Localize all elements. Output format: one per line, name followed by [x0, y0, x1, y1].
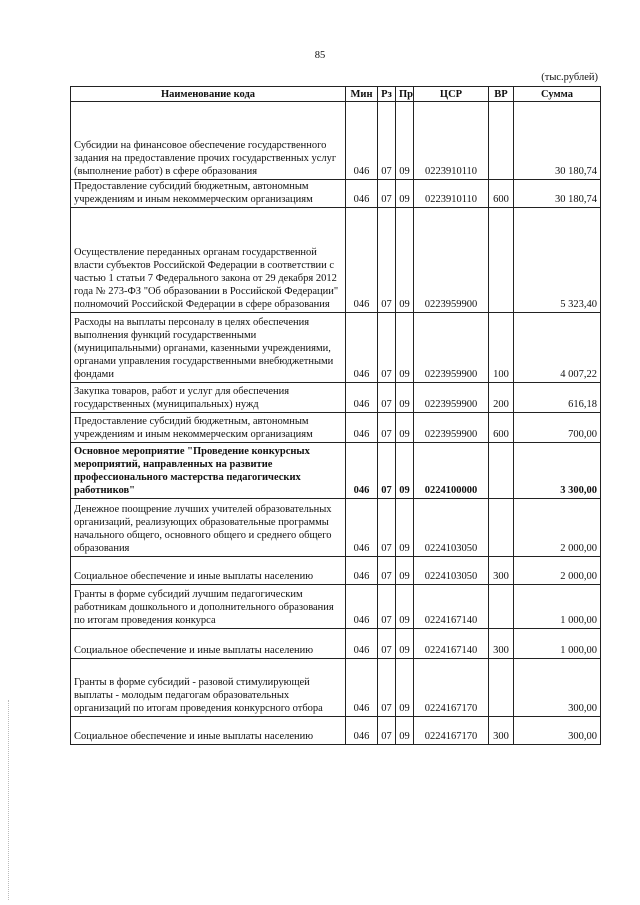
row-pr: 09: [396, 313, 414, 383]
row-pr: 09: [396, 717, 414, 745]
row-csr: 0223910110: [414, 102, 489, 180]
row-name: Осуществление переданных органам государственной власти субъектов Российской Федерации в соответствии с частью 1 статьи 7 Федерального закона от 29 декабря 2012 года № 273-ФЗ "Об образовании в Российской Федерации" полномочий Российской Федерации в сфере образования: [71, 208, 346, 313]
header-sum: Сумма: [514, 87, 601, 102]
row-csr: 0224167170: [414, 717, 489, 745]
row-csr: 0223959900: [414, 208, 489, 313]
row-rz: 07: [378, 557, 396, 585]
scan-edge-mark: [8, 700, 10, 900]
row-sum: 3 300,00: [514, 443, 601, 499]
header-rz: Рз: [378, 87, 396, 102]
row-min: 046: [346, 659, 378, 717]
table-row: [71, 629, 601, 659]
header-pr: Пр: [396, 87, 414, 102]
row-rz: 07: [378, 180, 396, 208]
row-csr: 0224167170: [414, 659, 489, 717]
row-csr: 0224100000: [414, 443, 489, 499]
row-min: 046: [346, 313, 378, 383]
row-sum: 616,18: [514, 383, 601, 413]
row-name: Предоставление субсидий бюджетным, автономным учреждениям и иным некоммерческим организациям: [71, 413, 346, 443]
row-pr: 09: [396, 659, 414, 717]
header-vr: ВР: [489, 87, 514, 102]
table-row: [71, 557, 601, 585]
row-pr: 09: [396, 180, 414, 208]
row-vr: [489, 102, 514, 180]
row-rz: 07: [378, 717, 396, 745]
table-row: [71, 102, 601, 180]
header-name: Наименование кода: [71, 87, 346, 102]
table-row: [71, 585, 601, 629]
row-pr: 09: [396, 102, 414, 180]
table-row: [71, 180, 601, 208]
row-pr: 09: [396, 557, 414, 585]
row-sum: 1 000,00: [514, 629, 601, 659]
row-csr: 0223959900: [414, 413, 489, 443]
row-min: 046: [346, 629, 378, 659]
row-rz: 07: [378, 383, 396, 413]
row-vr: 300: [489, 629, 514, 659]
row-min: 046: [346, 413, 378, 443]
row-sum: 30 180,74: [514, 102, 601, 180]
row-pr: 09: [396, 629, 414, 659]
row-rz: 07: [378, 102, 396, 180]
row-csr: 0223910110: [414, 180, 489, 208]
row-pr: 09: [396, 585, 414, 629]
row-pr: 09: [396, 443, 414, 499]
row-min: 046: [346, 180, 378, 208]
row-rz: 07: [378, 443, 396, 499]
row-sum: 1 000,00: [514, 585, 601, 629]
row-name: Гранты в форме субсидий - разовой стимулирующей выплаты - молодым педагогам образовательных организаций по итогам проведения конкурсного отбора: [71, 659, 346, 717]
row-csr: 0223959900: [414, 383, 489, 413]
row-csr: 0223959900: [414, 313, 489, 383]
row-rz: 07: [378, 659, 396, 717]
row-min: 046: [346, 208, 378, 313]
row-rz: 07: [378, 629, 396, 659]
row-name: Закупка товаров, работ и услуг для обеспечения государственных (муниципальных) нужд: [71, 383, 346, 413]
budget-table: [70, 86, 601, 745]
row-sum: 4 007,22: [514, 313, 601, 383]
row-min: 046: [346, 383, 378, 413]
row-rz: 07: [378, 585, 396, 629]
row-min: 046: [346, 443, 378, 499]
page-number: 85: [314, 50, 326, 61]
row-vr: 600: [489, 413, 514, 443]
units-label: (тыс.рублей): [541, 72, 598, 83]
table-row: [71, 443, 601, 499]
row-name: Расходы на выплаты персоналу в целях обеспечения выполнения функций государственными (муниципальными) органами, казенными учреждениями, органами управления государственными внебюджетными фондами: [71, 313, 346, 383]
row-pr: 09: [396, 499, 414, 557]
row-vr: 100: [489, 313, 514, 383]
table-row: [71, 413, 601, 443]
row-vr: 300: [489, 717, 514, 745]
table-row: [71, 499, 601, 557]
row-name: Субсидии на финансовое обеспечение государственного задания на предоставление прочих государственных услуг (выполнение работ) в сфере образования: [71, 102, 346, 180]
header-min: Мин: [346, 87, 378, 102]
row-vr: 600: [489, 180, 514, 208]
table-row: [71, 659, 601, 717]
row-csr: 0224103050: [414, 557, 489, 585]
row-min: 046: [346, 499, 378, 557]
table-row: [71, 208, 601, 313]
row-name: Денежное поощрение лучших учителей образовательных организаций, реализующих образовательные программы начального общего, основного общего и среднего общего образования: [71, 499, 346, 557]
header-csr: ЦСР: [414, 87, 489, 102]
row-csr: 0224103050: [414, 499, 489, 557]
row-name: Социальное обеспечение и иные выплаты населению: [71, 629, 346, 659]
row-min: 046: [346, 717, 378, 745]
row-rz: 07: [378, 499, 396, 557]
row-vr: [489, 499, 514, 557]
row-sum: 300,00: [514, 717, 601, 745]
row-name: Предоставление субсидий бюджетным, автономным учреждениям и иным некоммерческим организациям: [71, 180, 346, 208]
row-sum: 30 180,74: [514, 180, 601, 208]
row-csr: 0224167140: [414, 629, 489, 659]
table-row: [71, 717, 601, 745]
row-csr: 0224167140: [414, 585, 489, 629]
row-min: 046: [346, 557, 378, 585]
table-row: [71, 313, 601, 383]
row-pr: 09: [396, 383, 414, 413]
row-rz: 07: [378, 413, 396, 443]
row-pr: 09: [396, 208, 414, 313]
row-min: 046: [346, 585, 378, 629]
row-name: Гранты в форме субсидий лучшим педагогическим работникам дошкольного и дополнительного образования по итогам проведения конкурса: [71, 585, 346, 629]
row-vr: 200: [489, 383, 514, 413]
row-sum: 700,00: [514, 413, 601, 443]
row-sum: 2 000,00: [514, 557, 601, 585]
row-name: Социальное обеспечение и иные выплаты населению: [71, 557, 346, 585]
row-rz: 07: [378, 313, 396, 383]
row-sum: 5 323,40: [514, 208, 601, 313]
row-vr: 300: [489, 557, 514, 585]
table-row: [71, 383, 601, 413]
row-vr: [489, 443, 514, 499]
row-sum: 2 000,00: [514, 499, 601, 557]
row-name: Социальное обеспечение и иные выплаты населению: [71, 717, 346, 745]
row-min: 046: [346, 102, 378, 180]
row-pr: 09: [396, 413, 414, 443]
row-name: Основное мероприятие "Проведение конкурсных мероприятий, направленных на развитие профессионального мастерства педагогических работников": [71, 443, 346, 499]
header-row: [71, 87, 601, 102]
row-sum: 300,00: [514, 659, 601, 717]
row-vr: [489, 208, 514, 313]
row-vr: [489, 659, 514, 717]
row-vr: [489, 585, 514, 629]
row-rz: 07: [378, 208, 396, 313]
